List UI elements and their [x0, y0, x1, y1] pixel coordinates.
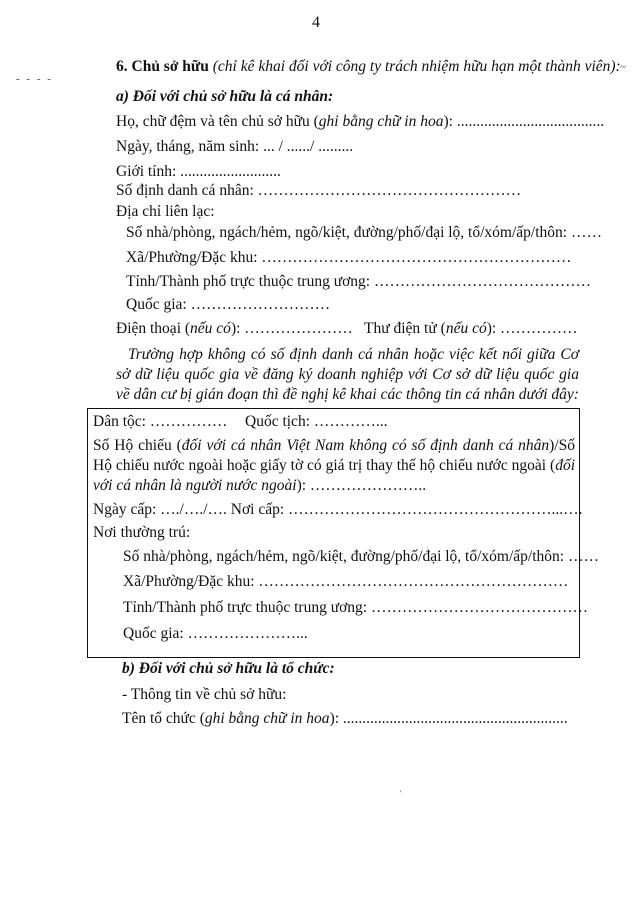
org-name-field[interactable]: [122, 710, 568, 728]
province-field[interactable]: Tỉnh/Thành phố trực thuộc trung ương: ……………………………………: [126, 273, 591, 290]
personal-info-box: [87, 408, 599, 658]
gender-field[interactable]: Giới tính: ..........................: [116, 163, 281, 180]
section-6-heading: [116, 58, 621, 76]
sub-a-heading: a) Đối với chủ sở hữu là cá nhân:: [116, 88, 334, 105]
corner-mark: ~: [620, 61, 626, 73]
owner-name-field[interactable]: [116, 113, 604, 131]
box-country-field[interactable]: Quốc gia: …………………...: [123, 625, 308, 642]
contact-address-label: Địa chỉ liên lạc:: [116, 203, 215, 220]
phone-hint: nếu có: [190, 320, 231, 337]
dob-field[interactable]: Ngày, tháng, năm sinh: ... / ....../ .........: [116, 138, 354, 155]
email-hint: nếu có: [445, 320, 487, 337]
passport-hint-vn: đối với cá nhân Việt Nam không có số định danh cá nhân: [181, 437, 550, 454]
country-field[interactable]: Quốc gia: ………………………: [126, 296, 331, 313]
street-field[interactable]: Số nhà/phòng, ngách/hẻm, ngõ/kiệt, đường/phố/đại lộ, tổ/xóm/ấp/thôn: ……: [126, 224, 602, 241]
margin-mark: - - - -: [16, 73, 53, 85]
org-name-blank: ): ..........................................................: [329, 710, 568, 727]
email-label: Thư điện tử (: [364, 320, 446, 337]
owner-name-blank: ): ......................................: [443, 113, 605, 130]
fallback-note: Trường hợp không có số định danh cá nhân hoặc việc kết nối giữa Cơ sở dữ liệu quốc gia về đăng ký doanh nghiệp với Cơ sở dữ liệu quốc gia về dân cư bị gián đoạn thì đề nghị kê khai các thông tin cá nhân dưới đây:: [116, 346, 579, 403]
phone-label: Điện thoại (: [116, 320, 191, 337]
box-street-field[interactable]: Số nhà/phòng, ngách/hẻm, ngõ/kiệt, đường/phố/đại lộ, tổ/xóm/ấp/thôn: ……: [123, 548, 599, 565]
passport-blank: ): …………………..: [296, 477, 427, 494]
org-name-label: Tên tổ chức (: [122, 710, 205, 727]
box-ward-field[interactable]: Xã/Phường/Đặc khu: ……………………………………………………: [123, 573, 569, 590]
id-number-field[interactable]: Số định danh cá nhân: ……………………………………………: [116, 182, 522, 199]
section-6-title: 6. Chủ sở hữu: [116, 58, 209, 75]
passport-label: Số Hộ chiếu (: [93, 437, 182, 454]
scan-speck: ': [400, 789, 402, 798]
email-field[interactable]: [364, 320, 578, 338]
owner-name-label: Họ, chữ đệm và tên chủ sở hữu (: [116, 113, 319, 130]
box-province-field[interactable]: Tỉnh/Thành phố trực thuộc trung ương: ……………………………………: [123, 599, 588, 616]
ethnicity-field[interactable]: Dân tộc: ……………: [93, 413, 228, 430]
email-blank: ): ……………: [486, 320, 578, 337]
owner-name-hint: ghi bằng chữ in hoa: [318, 113, 444, 130]
page-number: 4: [312, 14, 320, 31]
phone-field[interactable]: [116, 320, 353, 338]
sub-b-heading: b) Đối với chủ sở hữu là tổ chức:: [122, 660, 335, 677]
nationality-field[interactable]: Quốc tịch: …………...: [245, 413, 388, 430]
owner-info-label: - Thông tin về chủ sở hữu:: [122, 686, 287, 703]
issue-field[interactable]: Ngày cấp: …./…./…. Nơi cấp: ……………………………………………...….: [93, 501, 583, 518]
passport-hint-foreign: đối với cá nhân là người nước ngoài: [93, 457, 575, 494]
org-name-hint: ghi bằng chữ in hoa: [204, 710, 330, 727]
ward-field[interactable]: Xã/Phường/Đặc khu: ……………………………………………………: [126, 249, 572, 266]
residence-label: Nơi thường trú:: [93, 524, 191, 541]
phone-blank: ): …………………: [230, 320, 353, 337]
section-6-note: (chỉ kê khai đối với công ty trách nhiệm hữu hạn một thành viên):: [212, 58, 621, 75]
passport-field[interactable]: [93, 436, 575, 496]
passport-label-foreign: )/Số Hộ chiếu nước ngoài hoặc giấy tờ có giá trị thay thế hộ chiếu nước ngoài (: [93, 437, 576, 474]
